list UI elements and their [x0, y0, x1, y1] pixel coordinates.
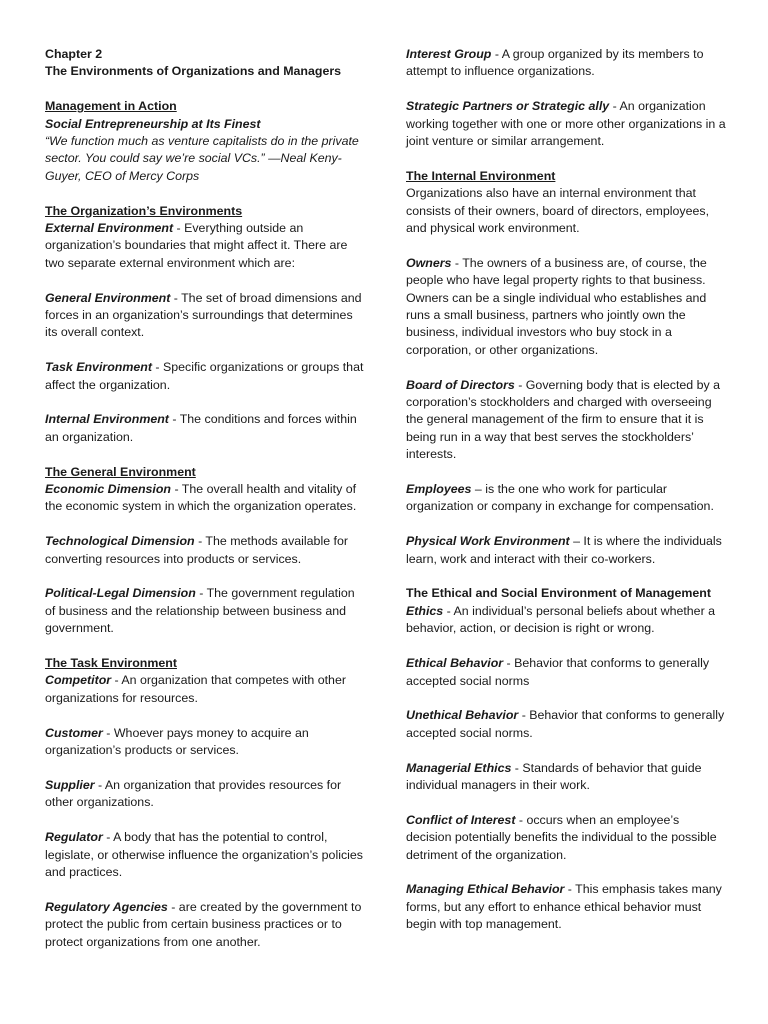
section-heading: The General Environment	[45, 464, 196, 479]
quote-text: “We function much as venture capitalists do in the private sector. You could say we’re social VCs.” —Neal Keny-Guyer, CEO of Mercy Corps	[45, 134, 359, 183]
section-task-environment-continued	[406, 46, 728, 150]
definition-term: External Environment	[45, 221, 174, 236]
definition-item	[406, 533, 728, 568]
definition-term: Unethical Behavior	[406, 708, 519, 723]
definition-item	[406, 603, 728, 638]
definition-term: Employees	[406, 482, 472, 497]
definition-term: Managing Ethical Behavior	[406, 882, 565, 897]
definition-item	[45, 725, 365, 760]
definition-term: Political-Legal Dimension	[45, 586, 196, 601]
definition-term: Conflict of Interest	[406, 812, 516, 827]
definition-term: Technological Dimension	[45, 534, 195, 549]
section-intro: Organizations also have an internal environment that consists of their owners, board of directors, employees, and physical work environment.	[406, 186, 710, 236]
definition-term: Supplier	[45, 777, 95, 792]
section-organizations-environments	[45, 203, 365, 447]
definition-term: Interest Group	[406, 47, 492, 61]
definition-term: Strategic Partners or Strategic ally	[406, 99, 610, 114]
definition-item	[406, 707, 728, 742]
definition-text: - The owners of a business are, of course, the people who have legal property rights to that business. Owners can be a single individual who establishes and runs a small business, partners who jointly own the business, individual investors who buy stock in a corporation, or other organizations.	[406, 255, 707, 357]
definition-text: - are created by the government to protect the public from certain business practices or to protect organizations from one another.	[45, 899, 362, 949]
section-management-in-action	[45, 98, 365, 185]
definition-item	[406, 881, 728, 933]
definition-text: - Behavior that conforms to generally accepted social norms.	[406, 708, 725, 740]
definition-term: Competitor	[45, 673, 112, 688]
section-heading: Management in Action	[45, 99, 177, 114]
section-heading: The Organization’s Environments	[45, 203, 243, 218]
left-column	[45, 46, 365, 968]
definition-text: - Specific organizations or groups that affect the organization.	[45, 360, 364, 392]
definition-item	[45, 533, 365, 568]
definition-text: - A body that has the potential to control, legislate, or otherwise influence the organization’s policies and practices.	[45, 830, 363, 879]
definition-text: - Everything outside an organization’s boundaries that might affect it. There are two separate external environment which are:	[45, 221, 348, 270]
definition-text: - The set of broad dimensions and forces in an organization’s surroundings that determines its overall context.	[45, 290, 362, 340]
section-internal-environment	[406, 168, 728, 568]
definition-text: - Behavior that conforms to generally accepted social norms	[406, 656, 710, 688]
definition-item	[45, 359, 365, 394]
definition-term: Customer	[45, 725, 103, 740]
definition-text: – It is where the individuals learn, work and interact with their co-workers.	[406, 534, 722, 566]
definition-item	[45, 220, 365, 272]
definition-item	[406, 760, 728, 795]
section-heading: The Task Environment	[45, 656, 177, 671]
definition-item	[45, 290, 365, 342]
definition-term: Regulatory Agencies	[45, 899, 168, 914]
definition-text: - An individual’s personal beliefs about whether a behavior, action, or decision is right or wrong.	[406, 603, 716, 636]
definition-text: - An organization that provides resources for other organizations.	[45, 777, 342, 810]
definition-term: Owners	[406, 255, 452, 270]
definition-text: - The methods available for converting resources into products or services.	[45, 534, 348, 566]
definition-text: - An organization that competes with other organizations for resources.	[45, 673, 346, 705]
definition-item	[45, 777, 365, 812]
definition-item	[45, 899, 365, 951]
chapter-header	[45, 46, 365, 81]
definition-term: Economic Dimension	[45, 482, 171, 497]
definition-text: - occurs when an employee’s decision potentially benefits the individual to the possible detriment of the organization.	[406, 812, 717, 862]
section-task-environment	[45, 655, 365, 951]
definition-text: - This emphasis takes many forms, but any effort to enhance ethical behavior must begin with top management.	[406, 882, 722, 932]
definition-item	[406, 655, 728, 690]
definition-text: - The government regulation of business and the relationship between business and government.	[45, 586, 355, 636]
definition-item	[406, 255, 728, 359]
definition-text: - Whoever pays money to acquire an organization’s products or services.	[45, 725, 309, 758]
right-column	[406, 46, 728, 951]
definition-term: Task Environment	[45, 360, 152, 375]
definition-text: - A group organized by its members to attempt to influence organizations.	[406, 47, 704, 79]
definition-text: - An organization working together with one or more other organizations in a joint venture or similar arrangement.	[406, 99, 726, 149]
definition-text: – is the one who work for particular organization or company in exchange for compensation.	[406, 482, 714, 514]
definition-text: - Governing body that is elected by a corporation’s stockholders and charged with overseeing the general management of the firm to ensure that it is being run in a way that best serves the stockholders’ interests.	[406, 377, 721, 462]
definition-term: Managerial Ethics	[406, 760, 512, 775]
chapter-title: The Environments of Organizations and Managers	[45, 64, 342, 79]
definition-item	[45, 411, 365, 446]
definition-term: Physical Work Environment	[406, 534, 570, 549]
definition-term: Board of Directors	[406, 377, 515, 392]
definition-item	[406, 377, 728, 464]
section-heading: The Ethical and Social Environment of Management	[406, 586, 711, 601]
section-ethical-social-environment	[406, 585, 728, 933]
definition-item	[45, 829, 365, 881]
definition-item	[45, 481, 365, 516]
definition-item	[406, 46, 728, 81]
section-heading: The Internal Environment	[406, 168, 556, 183]
definition-term: Regulator	[45, 830, 103, 845]
definition-term: Ethics	[406, 603, 444, 618]
definition-text: - The overall health and vitality of the economic system in which the organization operates.	[45, 482, 357, 514]
definition-item	[45, 672, 365, 707]
section-subtitle: Social Entrepreneurship at Its Finest	[45, 116, 261, 131]
definition-term: Ethical Behavior	[406, 656, 504, 671]
section-general-environment	[45, 464, 365, 638]
definition-term: General Environment	[45, 290, 171, 305]
definition-item	[406, 98, 728, 150]
chapter-number: Chapter 2	[45, 47, 103, 61]
definition-term: Internal Environment	[45, 412, 169, 427]
definition-text: - Standards of behavior that guide individual managers in their work.	[406, 760, 702, 792]
definition-item	[406, 481, 728, 516]
definition-text: - The conditions and forces within an organization.	[45, 412, 357, 444]
definition-item	[406, 812, 728, 864]
definition-item	[45, 585, 365, 637]
